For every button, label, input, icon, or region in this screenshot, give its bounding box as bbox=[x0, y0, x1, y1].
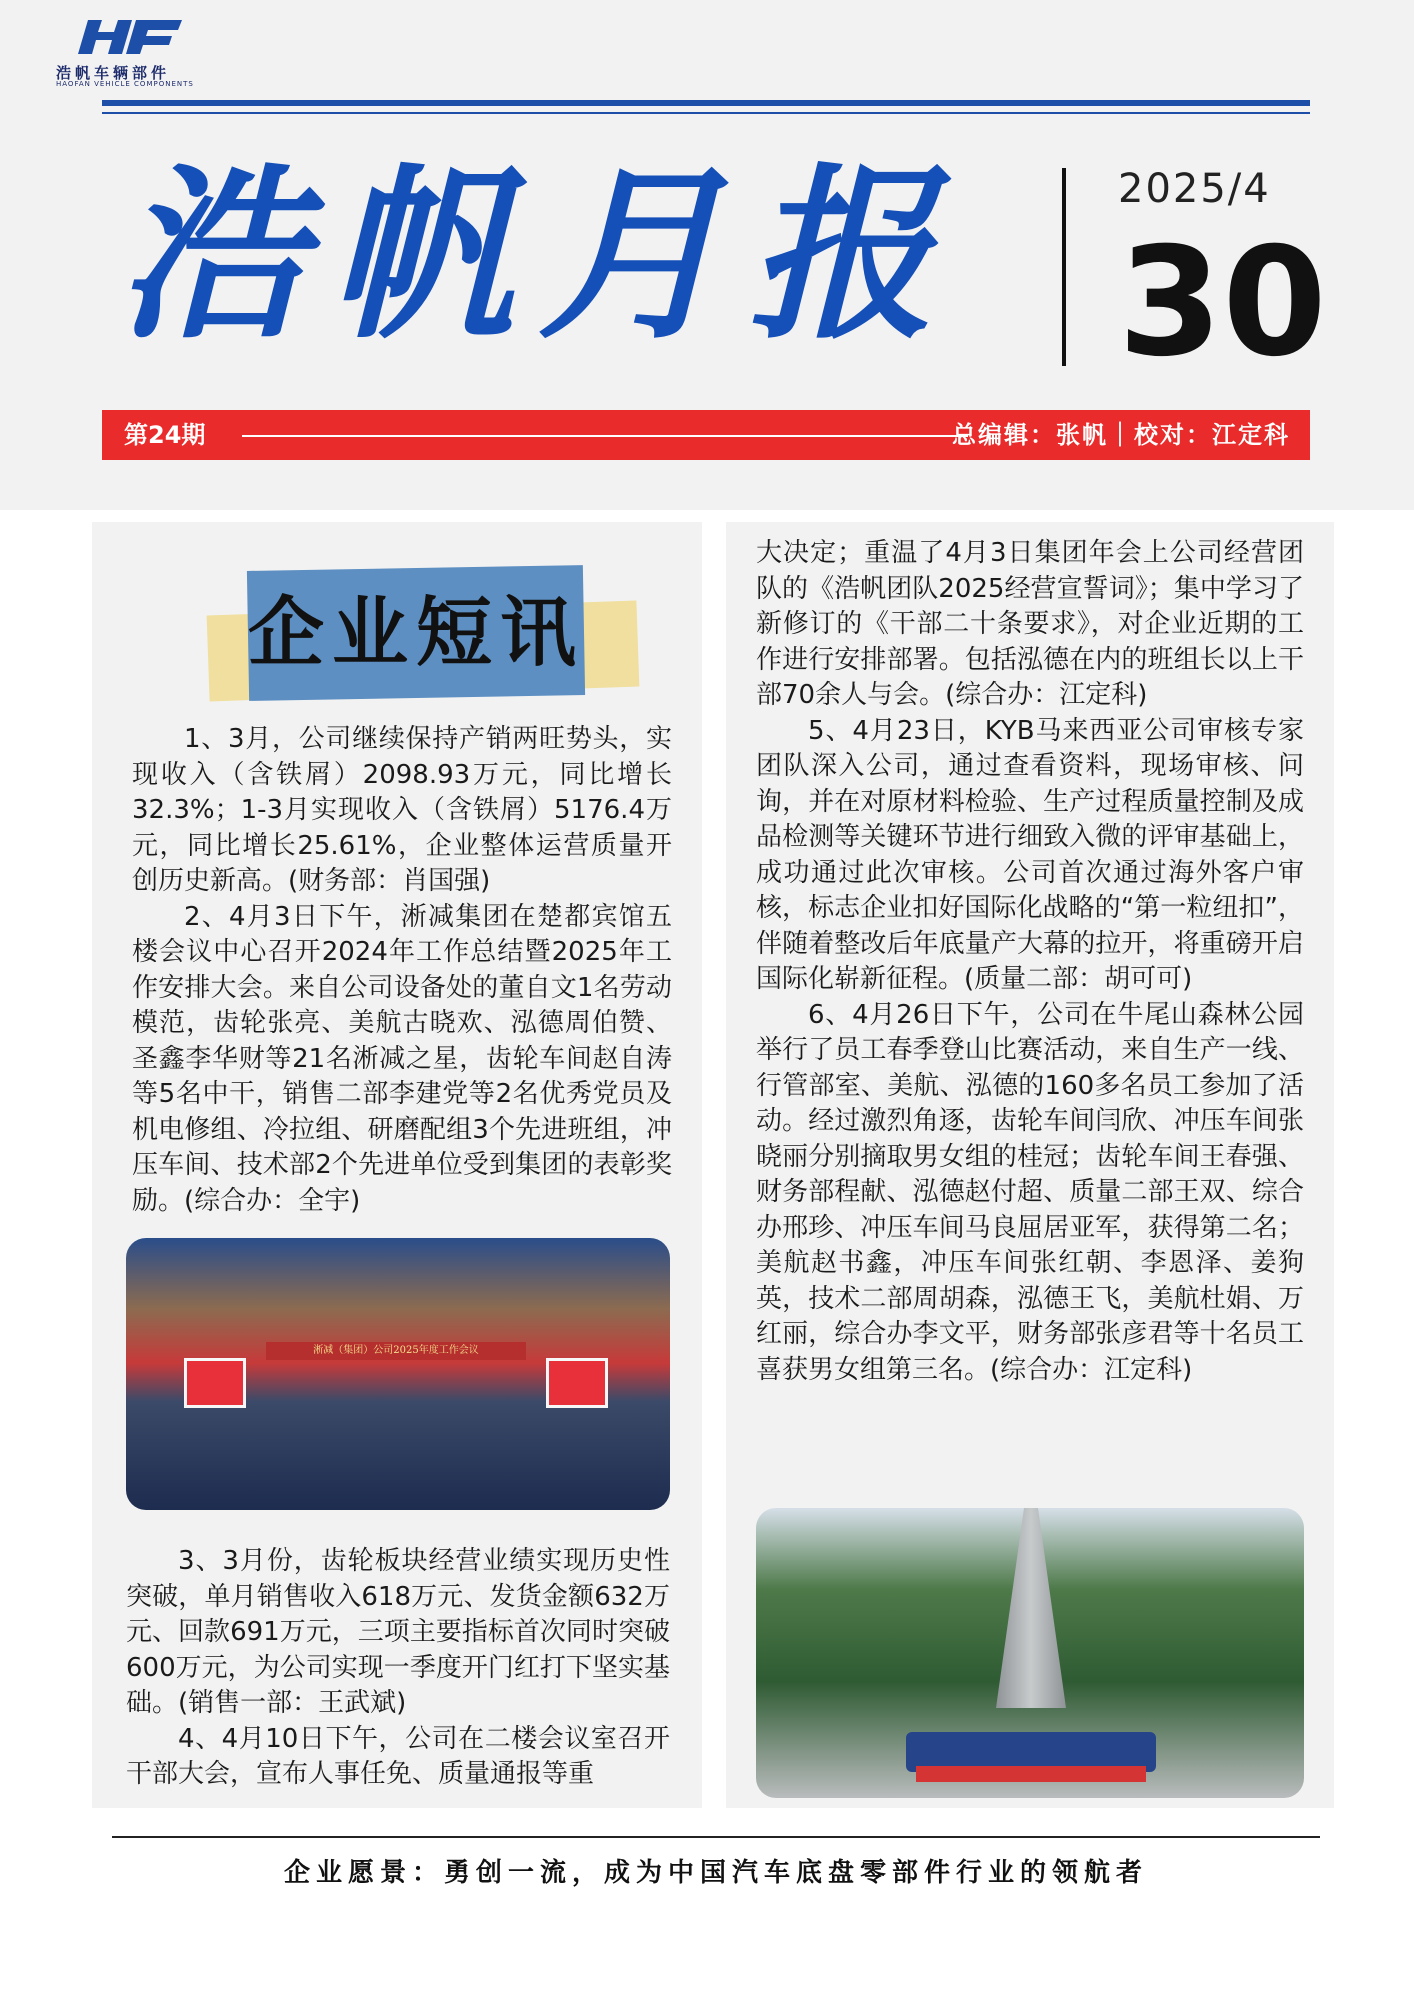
logo-english-name: HAOFAN VEHICLE COMPONENTS bbox=[56, 80, 194, 88]
logo-chinese-name: 浩帆车辆部件 bbox=[56, 64, 171, 82]
newsletter-title: 浩帆月报 bbox=[118, 145, 959, 364]
company-logo bbox=[56, 18, 226, 90]
article-block-left-bottom bbox=[126, 1544, 670, 1793]
right-column bbox=[726, 522, 1334, 1808]
issue-banner bbox=[102, 410, 1310, 460]
meeting-screen-right bbox=[546, 1358, 608, 1408]
meeting-photo-banner: 淅减（集团）公司2025年度工作会议 bbox=[266, 1342, 526, 1360]
article-block-right bbox=[756, 536, 1304, 1388]
header-rule-thin bbox=[102, 112, 1310, 114]
news-item-4-continued: 大决定；重温了4月3日集团年会上公司经营团队的《浩帆团队2025经营宣誓词》；集中学习了新修订的《干部二十条要求》，对企业近期的工作进行安排部署。包括泓德在内的班组长以上干部70余人与会。(综合办：江定科) bbox=[756, 538, 1304, 710]
issue-day: 30 bbox=[1118, 216, 1327, 390]
news-item-2: 2、4月3日下午，淅减集团在楚都宾馆五楼会议中心召开2024年工作总结暨2025年工作安排大会。来自公司设备处的董自文1名劳动模范，齿轮张亮、美航古晓欢、泓德周伯赞、圣鑫李华财等21名淅减之星，齿轮车间赵自涛等5名中干，销售二部李建党等2名优秀党员及机电修组、冷拉组、研磨配组3个先进班组，冲压车间、技术部2个先进单位受到集团的表彰奖励。(综合办：全宇) bbox=[132, 901, 672, 1216]
title-divider bbox=[1062, 168, 1066, 366]
issue-number: 第24期 bbox=[124, 421, 206, 449]
hiking-photo bbox=[756, 1508, 1304, 1798]
meeting-photo bbox=[126, 1238, 670, 1510]
news-item-4-start: 4、4月10日下午，公司在二楼会议室召开干部大会，宣布人事任免、质量通报等重 bbox=[126, 1723, 670, 1789]
meeting-screen-left bbox=[184, 1358, 246, 1408]
section-title: 企业短讯 bbox=[248, 588, 584, 677]
footer-rule bbox=[112, 1836, 1320, 1838]
section-header bbox=[152, 558, 652, 698]
company-vision: 企业愿景：勇创一流，成为中国汽车底盘零部件行业的领航者 bbox=[283, 1858, 1148, 1888]
issue-date: 2025/4 bbox=[1118, 166, 1271, 212]
news-item-5: 5、4月23日，KYB马来西亚公司审核专家团队深入公司，通过查看资料，现场审核、问询，并在对原材料检验、生产过程质量控制及成品检测等关键环节进行细致入微的评审基础上，成功通过此次审核。公司首次通过海外客户审核，标志企业扣好国际化战略的“第一粒纽扣”，伴随着整改后年底量产大幕的拉开，将重磅开启国际化崭新征程。(质量二部：胡可可) bbox=[756, 715, 1304, 994]
header-rule-thick bbox=[102, 100, 1310, 106]
news-item-6: 6、4月26日下午，公司在牛尾山森林公园举行了员工春季登山比赛活动，来自生产一线、行管部室、美航、泓德的160多名员工参加了活动。经过激烈角逐，齿轮车间闫欣、冲压车间张晓丽分别摘取男女组的桂冠；齿轮车间王春强、财务部程献、泓德赵付超、质量二部王双、综合办邢珍、冲压车间马良屈居亚军，获得第二名；美航赵书鑫，冲压车间张红朝、李恩泽、姜狗英，技术二部周胡森，泓德王飞，美航杜娟、万红丽，综合办李文平，财务部张彦君等十名员工喜获男女组第三名。(综合办：江定科) bbox=[756, 999, 1304, 1385]
editor-credits: 总编辑：张帆｜校对：江定科 bbox=[952, 421, 1290, 449]
banner-rule bbox=[242, 435, 968, 437]
group-banner bbox=[916, 1766, 1146, 1782]
news-item-3: 3、3月份，齿轮板块经营业绩实现历史性突破，单月销售收入618万元、发货金额632万元、回款691万元，三项主要指标首次同时突破600万元，为公司实现一季度开门红打下坚实基础。(销售一部：王武斌) bbox=[126, 1546, 670, 1718]
mountain-stairs bbox=[996, 1508, 1066, 1708]
news-item-1: 1、3月，公司继续保持产销两旺势头，实现收入（含铁屑）2098.93万元，同比增长32.3%；1-3月实现收入（含铁屑）5176.4万元，同比增长25.61%，企业整体运营质量开创历史新高。(财务部：肖国强) bbox=[132, 724, 672, 896]
article-block-left-top bbox=[132, 722, 672, 1219]
hf-logo-icon bbox=[74, 18, 184, 56]
left-column bbox=[92, 522, 702, 1808]
